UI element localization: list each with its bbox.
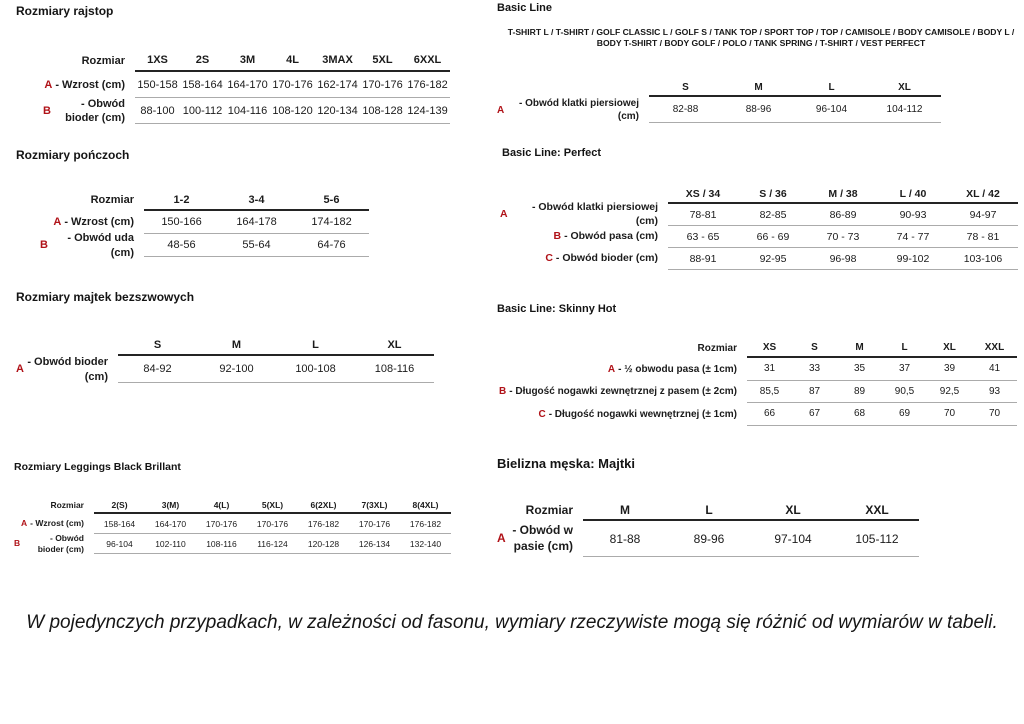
size-value: 88-100 <box>135 98 180 124</box>
row-label: A - Obwód klatki piersiowej (cm) <box>497 98 639 122</box>
column-header: XXL <box>972 339 1017 358</box>
column-header: 1XS <box>135 50 180 72</box>
size-value: 90,5 <box>882 381 927 404</box>
row-letter: B <box>499 386 507 398</box>
size-value: 150-158 <box>135 72 180 98</box>
size-value: 99-102 <box>878 248 948 270</box>
size-value: 132-140 <box>400 534 451 554</box>
row-letter: A <box>500 208 508 221</box>
size-value: 108-116 <box>196 534 247 554</box>
size-value: 96-104 <box>795 97 868 123</box>
size-table-leggings <box>14 498 451 554</box>
size-value: 66 - 69 <box>738 226 808 248</box>
column-header: 3-4 <box>219 190 294 211</box>
size-value: 84-92 <box>118 356 197 383</box>
row-label: C - Obwód bioder (cm) <box>545 252 658 265</box>
column-header: 5-6 <box>294 190 369 211</box>
size-value: 92-95 <box>738 248 808 270</box>
size-value: 70 <box>927 403 972 426</box>
size-value: 70 - 73 <box>808 226 878 248</box>
row-letter: A <box>16 363 24 376</box>
row-letter: B <box>43 104 51 117</box>
size-value: 176-182 <box>405 72 450 98</box>
column-header: 5(XL) <box>247 498 298 514</box>
size-value: 94-97 <box>948 204 1018 226</box>
row-letter: A <box>21 518 28 529</box>
column-header: L <box>882 339 927 358</box>
size-value: 88-96 <box>722 97 795 123</box>
row-letter: A <box>497 104 505 116</box>
section-title-leggings: Rozmiary Leggings Black Brillant <box>14 461 181 473</box>
size-value: 170-176 <box>196 514 247 534</box>
size-value: 39 <box>927 358 972 381</box>
size-value: 104-112 <box>868 97 941 123</box>
size-value: 87 <box>792 381 837 404</box>
size-value: 97-104 <box>751 521 835 557</box>
row-letter: B <box>40 239 48 252</box>
size-value: 31 <box>747 358 792 381</box>
size-value: 41 <box>972 358 1017 381</box>
size-value: 170-176 <box>247 514 298 534</box>
row-label: A - Wzrost (cm) <box>53 216 134 229</box>
size-value: 86-89 <box>808 204 878 226</box>
size-value: 55-64 <box>219 234 294 257</box>
size-value: 68 <box>837 403 882 426</box>
size-header-label <box>16 336 118 356</box>
size-value: 120-134 <box>315 98 360 124</box>
column-header: 6(2XL) <box>298 498 349 514</box>
section-title-majtki-meskie: Bielizna męska: Majtki <box>497 456 635 471</box>
size-value: 70 <box>972 403 1017 426</box>
size-value: 66 <box>747 403 792 426</box>
column-header: XL <box>355 336 434 356</box>
size-value: 82-85 <box>738 204 808 226</box>
basic-line-products: T-SHIRT L / T-SHIRT / GOLF CLASSIC L / GOLF S / TANK TOP / SPORT TOP / TOP / CAMISOLE / BODY CAMISOLE / BODY L / BODY T-SHIRT / BODY GOLF / POLO / TANK SPRING / T-SHIRT / VEST PERFECT <box>507 27 1015 48</box>
column-header: M <box>197 336 276 356</box>
size-value: 67 <box>792 403 837 426</box>
size-value: 69 <box>882 403 927 426</box>
column-header: 3MAX <box>315 50 360 72</box>
column-header: 1-2 <box>144 190 219 211</box>
size-value: 89-96 <box>667 521 751 557</box>
section-title-majtki-bezszwowe: Rozmiary majtek bezszwowych <box>16 290 195 304</box>
size-value: 64-76 <box>294 234 369 257</box>
column-header: S <box>649 80 722 97</box>
size-value: 116-124 <box>247 534 298 554</box>
size-value: 150-166 <box>144 211 219 234</box>
size-table-majtki-bezszwowe <box>16 336 434 383</box>
row-label: C - Długość nogawki wewnętrznej (± 1cm) <box>538 408 737 420</box>
size-value: 158-164 <box>94 514 145 534</box>
row-label: A - Obwód w pasie (cm) <box>497 523 573 553</box>
size-value: 74 - 77 <box>878 226 948 248</box>
column-header: S <box>118 336 197 356</box>
size-table-basic-line <box>497 80 941 123</box>
row-label: A - Wzrost (cm) <box>44 78 125 91</box>
column-header: S <box>792 339 837 358</box>
size-value: 100-108 <box>276 356 355 383</box>
column-header: L <box>795 80 868 97</box>
row-label: A - ½ obwodu pasa (± 1cm) <box>607 363 737 375</box>
column-header: 2(S) <box>94 498 145 514</box>
column-header: M <box>722 80 795 97</box>
size-value: 48-56 <box>144 234 219 257</box>
size-value: 96-104 <box>94 534 145 554</box>
size-table-rajstopy <box>43 50 450 124</box>
column-header: L <box>667 500 751 521</box>
size-value: 162-174 <box>315 72 360 98</box>
size-header-label: Rozmiar <box>50 500 84 511</box>
column-header: 4L <box>270 50 315 72</box>
size-table-skinny-hot <box>497 339 1017 426</box>
size-value: 126-134 <box>349 534 400 554</box>
section-title-ponczochy: Rozmiary pończoch <box>16 148 130 162</box>
disclaimer-note: W pojedynczych przypadkach, w zależności od fasonu, wymiary rzeczywiste mogą się różnić od wymiarów w tabeli. <box>26 612 998 633</box>
size-value: 108-128 <box>360 98 405 124</box>
section-title-rajstopy: Rozmiary rajstop <box>16 4 114 18</box>
size-value: 78 - 81 <box>948 226 1018 248</box>
size-value: 63 - 65 <box>668 226 738 248</box>
size-value: 37 <box>882 358 927 381</box>
size-value: 105-112 <box>835 521 919 557</box>
size-value: 104-116 <box>225 98 270 124</box>
row-letter: B <box>14 538 21 549</box>
column-header: XL <box>927 339 972 358</box>
row-letter: A <box>53 216 62 229</box>
size-value: 164-178 <box>219 211 294 234</box>
size-value: 92-100 <box>197 356 276 383</box>
size-value: 108-120 <box>270 98 315 124</box>
size-value: 89 <box>837 381 882 404</box>
size-value: 93 <box>972 381 1017 404</box>
section-title-basic-line-perfect: Basic Line: Perfect <box>502 147 602 159</box>
size-value: 164-170 <box>145 514 196 534</box>
column-header: XL / 42 <box>948 185 1018 204</box>
size-value: 82-88 <box>649 97 722 123</box>
size-value: 81-88 <box>583 521 667 557</box>
column-header: M <box>837 339 882 358</box>
size-value: 176-182 <box>298 514 349 534</box>
size-value: 170-176 <box>349 514 400 534</box>
column-header: 6XXL <box>405 50 450 72</box>
column-header: S / 36 <box>738 185 808 204</box>
row-letter: A <box>497 531 506 546</box>
column-header: 5XL <box>360 50 405 72</box>
row-letter: C <box>545 252 553 265</box>
column-header: L <box>276 336 355 356</box>
size-value: 170-176 <box>270 72 315 98</box>
size-header-label: Rozmiar <box>81 54 125 67</box>
column-header: 3(M) <box>145 498 196 514</box>
size-value: 158-164 <box>180 72 225 98</box>
column-header: 7(3XL) <box>349 498 400 514</box>
row-label: B - Obwód pasa (cm) <box>553 230 658 243</box>
size-value: 176-182 <box>400 514 451 534</box>
column-header: XL <box>751 500 835 521</box>
size-table-ponczochy <box>40 190 369 257</box>
size-value: 102-110 <box>145 534 196 554</box>
row-letter: A <box>607 363 616 375</box>
column-header: XS <box>747 339 792 358</box>
size-header-label: Rozmiar <box>90 194 134 207</box>
row-label: A - Obwód bioder (cm) <box>16 356 108 383</box>
column-header: XXL <box>835 500 919 521</box>
column-header: XL <box>868 80 941 97</box>
row-label: B - Długość nogawki zewnętrznej z pasem (± 2cm) <box>499 386 737 398</box>
row-label: A - Obwód klatki piersiowej (cm) <box>500 201 658 227</box>
size-table-basic-line-perfect <box>500 185 1018 270</box>
row-label: B - Obwód bioder (cm) <box>14 532 84 554</box>
size-header-label <box>497 80 649 97</box>
size-value: 124-139 <box>405 98 450 124</box>
column-header: 2S <box>180 50 225 72</box>
size-value: 96-98 <box>808 248 878 270</box>
size-value: 33 <box>792 358 837 381</box>
size-table-majtki-meskie <box>497 500 919 557</box>
size-value: 170-176 <box>360 72 405 98</box>
column-header: 4(L) <box>196 498 247 514</box>
column-header: M / 38 <box>808 185 878 204</box>
row-label: B - Obwód bioder (cm) <box>43 97 125 124</box>
size-value: 120-128 <box>298 534 349 554</box>
row-letter: C <box>538 408 546 420</box>
column-header: XS / 34 <box>668 185 738 204</box>
size-value: 90-93 <box>878 204 948 226</box>
column-header: 3M <box>225 50 270 72</box>
section-title-skinny-hot: Basic Line: Skinny Hot <box>497 303 617 315</box>
size-header-label: Rozmiar <box>697 343 737 354</box>
column-header: M <box>583 500 667 521</box>
size-value: 100-112 <box>180 98 225 124</box>
size-value: 103-106 <box>948 248 1018 270</box>
size-header-label: Rozmiar <box>525 502 573 517</box>
column-header: 8(4XL) <box>400 498 451 514</box>
column-header: L / 40 <box>878 185 948 204</box>
row-letter: A <box>44 78 53 91</box>
size-value: 108-116 <box>355 356 434 383</box>
size-value: 88-91 <box>668 248 738 270</box>
row-label: B - Obwód uda (cm) <box>40 232 134 259</box>
size-value: 78-81 <box>668 204 738 226</box>
size-value: 85,5 <box>747 381 792 404</box>
size-value: 35 <box>837 358 882 381</box>
row-label: A - Wzrost (cm) <box>21 518 84 529</box>
size-value: 92,5 <box>927 381 972 404</box>
size-value: 174-182 <box>294 211 369 234</box>
section-title-basic-line: Basic Line <box>497 2 553 14</box>
size-value: 164-170 <box>225 72 270 98</box>
row-letter: B <box>553 230 562 243</box>
